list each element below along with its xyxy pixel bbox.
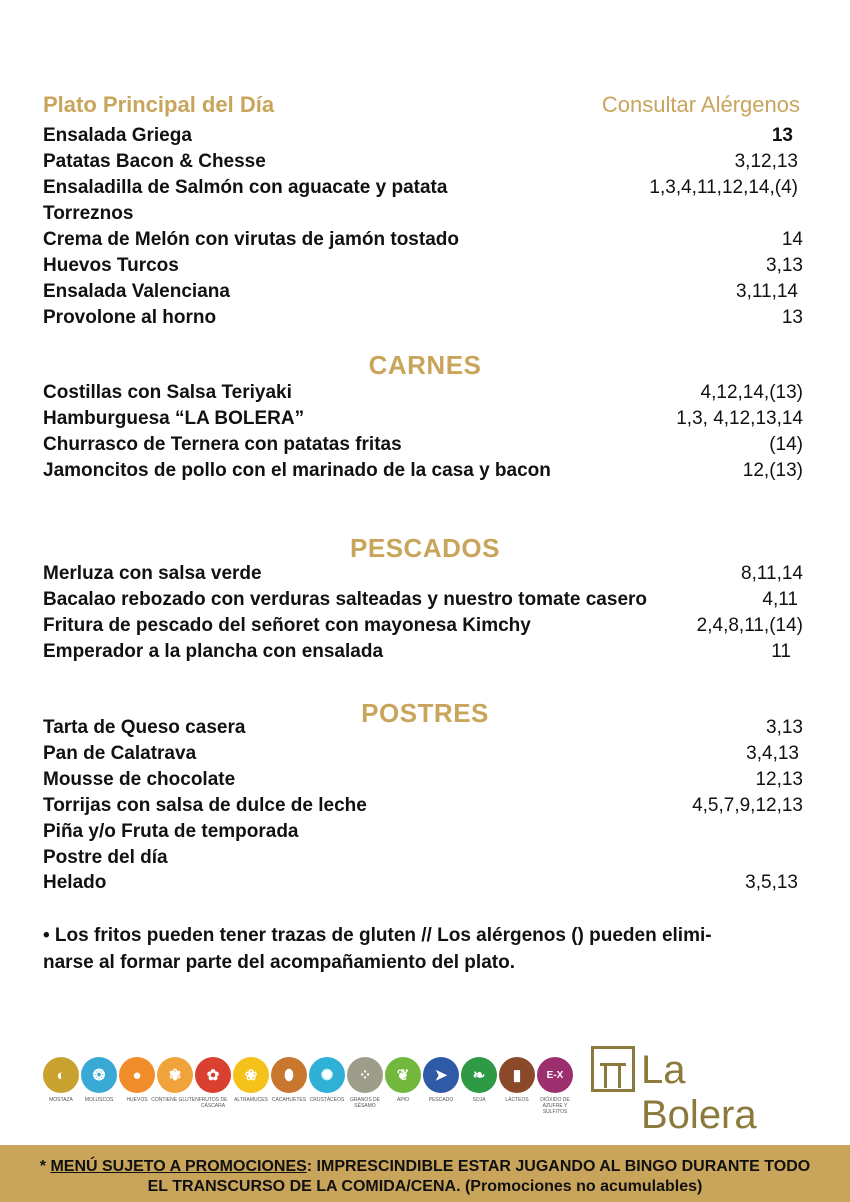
dish-allergens: 4,12,14,(13)	[700, 382, 803, 403]
footer-prefix: *	[39, 1158, 51, 1175]
dish-name: Churrasco de Ternera con patatas fritas	[43, 434, 402, 455]
dish-name: Huevos Turcos	[43, 255, 179, 276]
lupin-icon: ❀	[233, 1057, 269, 1093]
crab-icon: ✺	[309, 1057, 345, 1093]
allergen-legend	[43, 1057, 573, 1117]
wheat-icon: ✾	[157, 1057, 193, 1093]
menu-item	[43, 125, 803, 151]
dish-name: Ensalada Griega	[43, 125, 192, 146]
dish-allergens: 4,5,7,9,12,13	[692, 795, 803, 816]
footer-line-2: EL TRANSCURSO DE LA COMIDA/CENA. (Promociones no acumulables)	[147, 1178, 703, 1195]
sesame-icon: ⁘	[347, 1057, 383, 1093]
dish-name: Costillas con Salsa Teriyaki	[43, 382, 292, 403]
allergen-label: LÁCTEOS	[505, 1097, 529, 1103]
section-title-pescados: PESCADOS	[350, 533, 500, 563]
allergen-note	[43, 922, 813, 976]
dish-allergens: 3,4,13	[746, 743, 799, 764]
allergen-label: CRUSTÁCEOS	[309, 1097, 345, 1103]
dish-allergens: 1,3, 4,12,13,14	[676, 408, 803, 429]
dish-allergens: 12,13	[755, 769, 803, 790]
menu-item	[43, 203, 803, 229]
menu-item	[43, 795, 803, 821]
dish-allergens: 11	[771, 641, 791, 662]
menu-item	[43, 460, 803, 486]
dish-name: Tarta de Queso casera	[43, 717, 246, 738]
menu-item	[43, 434, 803, 460]
promo-emphasis: MENÚ SUJETO A PROMOCIONES	[50, 1158, 307, 1175]
dish-allergens: 4,11	[762, 589, 798, 610]
dish-allergens: 3,13	[766, 255, 803, 276]
menu-item	[43, 641, 803, 667]
dish-allergens: (14)	[769, 434, 803, 455]
menu-item	[43, 382, 803, 408]
footer-line-1: : IMPRESCINDIBLE ESTAR JUGANDO AL BINGO DURANTE TODO	[306, 1158, 811, 1175]
menu-item	[43, 743, 803, 769]
dish-allergens: 2,4,8,11,(14)	[696, 615, 803, 636]
menu-item	[43, 307, 803, 333]
dish-allergens: 3,13	[766, 717, 803, 738]
section-title-carnes: CARNES	[368, 350, 482, 380]
allergen-label: APIO	[397, 1097, 409, 1103]
fish-icon: ➤	[423, 1057, 459, 1093]
allergen-label: ALTRAMUCES	[234, 1097, 268, 1103]
note-line: • Los fritos pueden tener trazas de gluten // Los alérgenos () pueden elimi-	[43, 925, 712, 946]
dish-allergens: 14	[781, 229, 803, 250]
allergen-label: MOSTAZA	[49, 1097, 73, 1103]
dish-name: Bacalao rebozado con verduras salteadas y nuestro tomate casero	[43, 589, 648, 610]
menu-item	[43, 177, 803, 203]
dish-name: Patatas Bacon & Chesse	[43, 151, 266, 172]
egg-icon: ●	[119, 1057, 155, 1093]
menu-item	[43, 717, 803, 743]
allergen-label: PESCADO	[428, 1097, 454, 1103]
allergen-label: DIÓXIDO DE AZUFRE Y SULFITOS	[540, 1097, 570, 1115]
dish-name: Emperador a la plancha con ensalada	[43, 641, 384, 662]
dish-name: Hamburguesa “LA BOLERA”	[43, 408, 305, 429]
menu-item	[43, 151, 803, 177]
dish-name: Jamoncitos de pollo con el marinado de la casa y bacon	[43, 460, 551, 481]
dish-name: Merluza con salsa verde	[43, 563, 262, 584]
page-title: Plato Principal del Día	[43, 92, 275, 117]
allergen-label: FRUTOS DE CÁSCARA	[198, 1097, 228, 1109]
dish-name: Piña y/o Fruta de temporada	[43, 821, 299, 842]
allergen-label: GRANOS DE SÉSAMO	[349, 1097, 380, 1109]
dish-name: Torreznos	[43, 203, 134, 224]
milk-icon: ▮	[499, 1057, 535, 1093]
menu-item	[43, 408, 803, 434]
brand-logo	[591, 1046, 806, 1137]
menu-item	[43, 563, 803, 589]
allergen-label: CACAHUETES	[271, 1097, 307, 1103]
dish-name: Ensalada Valenciana	[43, 281, 230, 302]
menu-item	[43, 589, 803, 615]
note-line: narse al formar parte del acompañamiento del plato.	[43, 952, 515, 973]
dish-name: Helado	[43, 872, 107, 893]
dish-name: Torrijas con salsa de dulce de leche	[43, 795, 367, 816]
section-title-postres: POSTRES	[361, 698, 489, 728]
dish-name: Mousse de chocolate	[43, 769, 236, 790]
menu-item	[43, 255, 803, 281]
dish-allergens: 3,5,13	[745, 872, 798, 893]
soy-icon: ❧	[461, 1057, 497, 1093]
allergen-label: SOJA	[472, 1097, 486, 1103]
dish-name: Ensaladilla de Salmón con aguacate y patata	[43, 177, 448, 198]
peanut-icon: ⬮	[271, 1057, 307, 1093]
dish-allergens: 1,3,4,11,12,14,(4)	[649, 177, 798, 198]
dish-name: Pan de Calatrava	[43, 743, 197, 764]
dish-name: Provolone al horno	[43, 307, 217, 328]
bowling-lane-icon	[591, 1046, 635, 1092]
allergen-label: MOLUSCOS	[84, 1097, 114, 1103]
mustard-icon: ◐	[43, 1057, 79, 1093]
allergens-heading: Consultar Alérgenos	[601, 92, 800, 117]
dish-name: Fritura de pescado del señoret con mayonesa Kimchy	[43, 615, 531, 636]
dish-name: Postre del día	[43, 847, 168, 868]
menu-item	[43, 769, 803, 795]
brand-name: La Bolera	[641, 1048, 757, 1137]
dish-allergens: 12,(13)	[742, 460, 803, 481]
allergen-label: CONTIENE GLUTEN	[151, 1097, 199, 1103]
dish-allergens: 13	[771, 125, 793, 146]
shell-icon: ❂	[81, 1057, 117, 1093]
nut-icon: ✿	[195, 1057, 231, 1093]
promo-footer	[0, 1145, 850, 1202]
dish-name: Crema de Melón con virutas de jamón tostado	[43, 229, 459, 250]
sulphite-icon: E-X	[537, 1057, 573, 1093]
menu-item	[43, 229, 803, 255]
promo-text	[0, 1157, 850, 1197]
dish-allergens: 8,11,14	[741, 563, 803, 584]
menu-item	[43, 872, 803, 898]
menu-item	[43, 281, 803, 307]
menu-item	[43, 821, 803, 847]
dish-allergens: 13	[781, 307, 803, 328]
menu-item	[43, 615, 803, 641]
celery-icon: ❦	[385, 1057, 421, 1093]
dish-allergens: 3,11,14	[736, 281, 798, 302]
menu-item	[43, 847, 803, 873]
allergen-label: HUEVOS	[126, 1097, 148, 1103]
dish-allergens: 3,12,13	[734, 151, 798, 172]
